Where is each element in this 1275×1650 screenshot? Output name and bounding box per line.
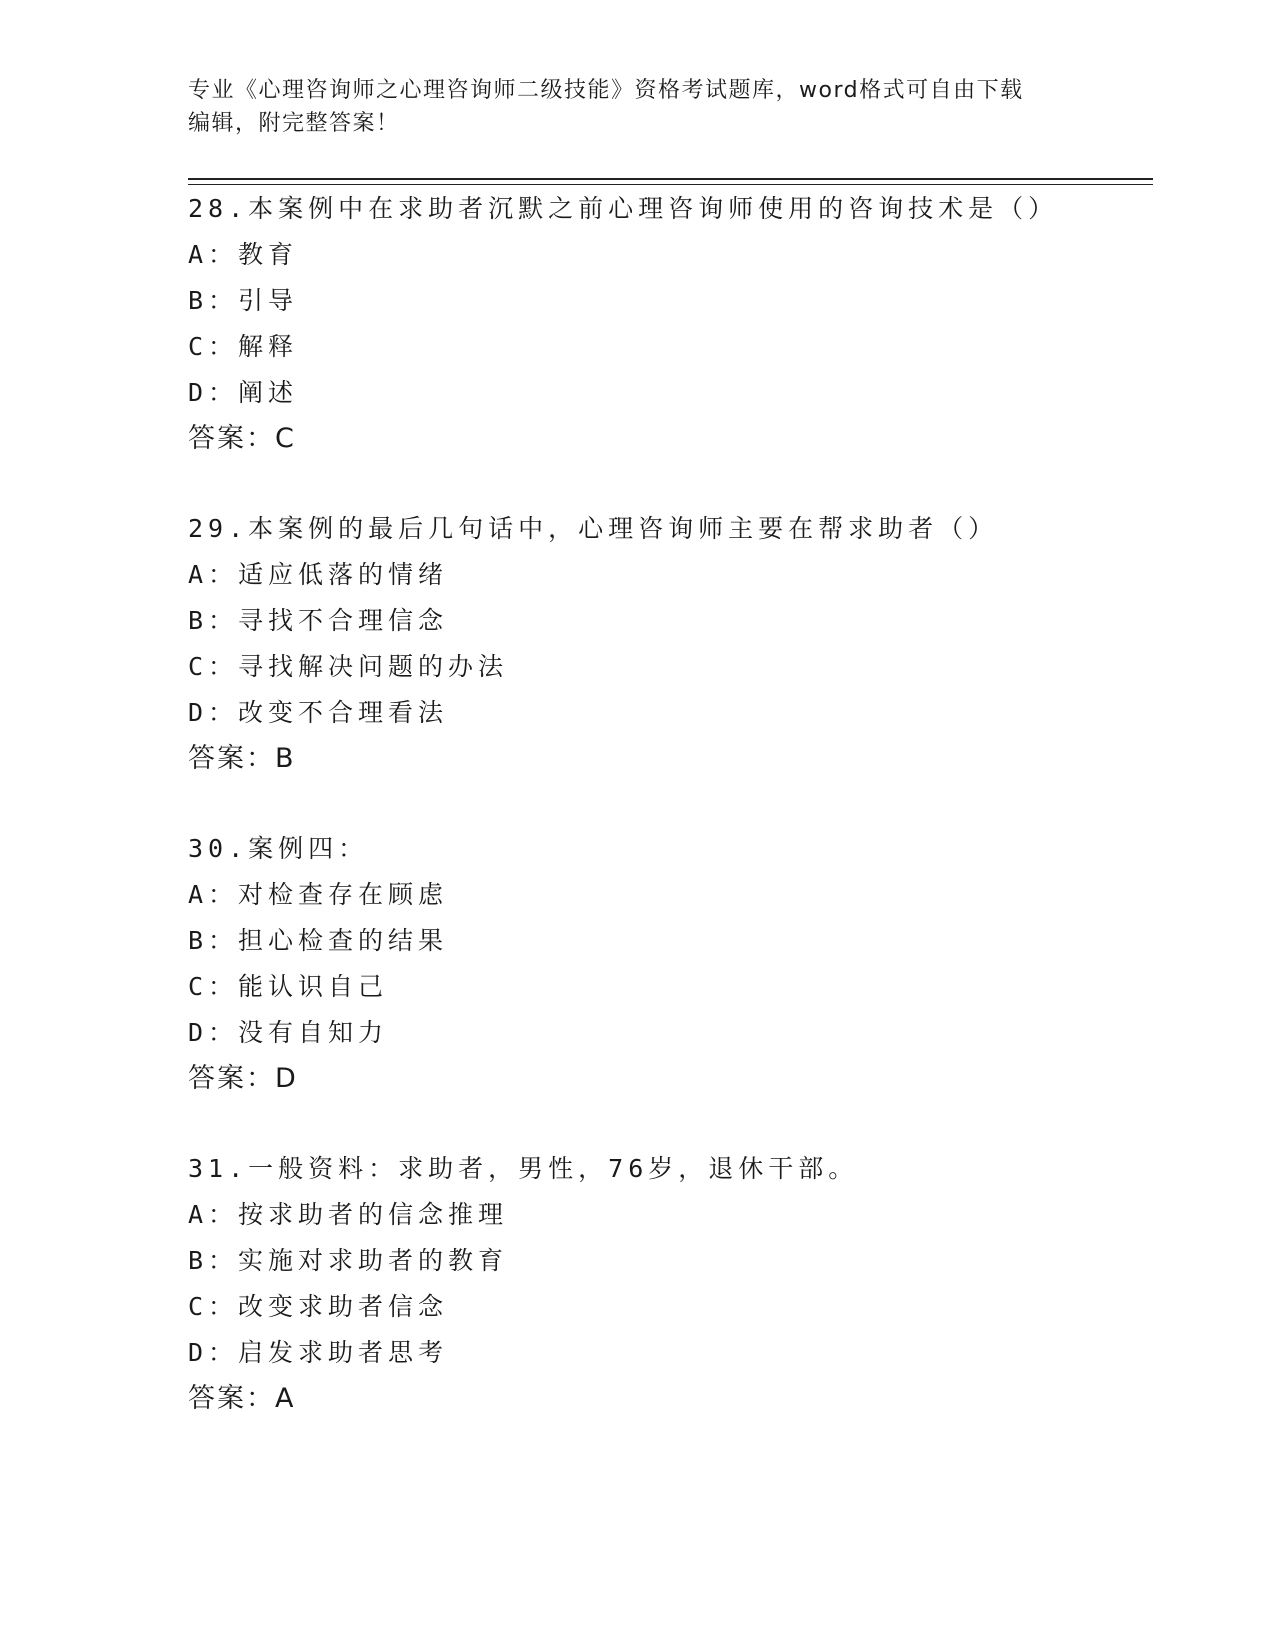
question-title: 29.本案例的最后几句话中，心理咨询师主要在帮求助者（） — [188, 514, 999, 543]
option-b: B：实施对求助者的教育 — [188, 1246, 509, 1275]
answer-label: 答案： — [188, 423, 275, 454]
option-a: A：对检查存在顾虑 — [188, 880, 449, 909]
option-a: A：教育 — [188, 240, 299, 269]
option-c: C：改变求助者信念 — [188, 1292, 449, 1321]
answer-label: 答案： — [188, 743, 275, 774]
question-29 — [188, 506, 1148, 782]
option-c: C：能认识自己 — [188, 972, 389, 1001]
answer-value: B — [275, 743, 295, 774]
question-28 — [188, 186, 1148, 462]
question-31 — [188, 1146, 1148, 1422]
option-c: C：解释 — [188, 332, 299, 361]
answer-value: A — [275, 1383, 295, 1414]
answer-value: D — [275, 1063, 297, 1094]
header-divider-thin — [188, 184, 1153, 185]
answer — [188, 736, 1148, 782]
question-30 — [188, 826, 1148, 1102]
answer-label: 答案： — [188, 1063, 275, 1094]
option-a: A：适应低落的情绪 — [188, 560, 449, 589]
header-line-1: 专业《心理咨询师之心理咨询师二级技能》资格考试题库，word格式可自由下载 — [188, 78, 1024, 103]
question-title: 30.案例四： — [188, 834, 369, 863]
option-d: D：启发求助者思考 — [188, 1338, 449, 1367]
option-d: D：阐述 — [188, 378, 299, 407]
answer-label: 答案： — [188, 1383, 275, 1414]
answer — [188, 1056, 1148, 1102]
header-line-2: 编辑，附完整答案！ — [188, 111, 400, 136]
option-b: B：引导 — [188, 286, 299, 315]
option-d: D：改变不合理看法 — [188, 698, 449, 727]
header-divider-thick — [188, 178, 1153, 180]
answer — [188, 416, 1148, 462]
answer-value: C — [275, 423, 295, 454]
option-a: A：按求助者的信念推理 — [188, 1200, 509, 1229]
option-c: C：寻找解决问题的办法 — [188, 652, 509, 681]
question-title: 28.本案例中在求助者沉默之前心理咨询师使用的咨询技术是（） — [188, 194, 1059, 223]
option-d: D：没有自知力 — [188, 1018, 389, 1047]
document-header — [188, 74, 1068, 140]
option-b: B：寻找不合理信念 — [188, 606, 449, 635]
answer — [188, 1376, 1148, 1422]
question-title: 31.一般资料：求助者，男性，76岁，退休干部。 — [188, 1154, 859, 1183]
option-b: B：担心检查的结果 — [188, 926, 449, 955]
